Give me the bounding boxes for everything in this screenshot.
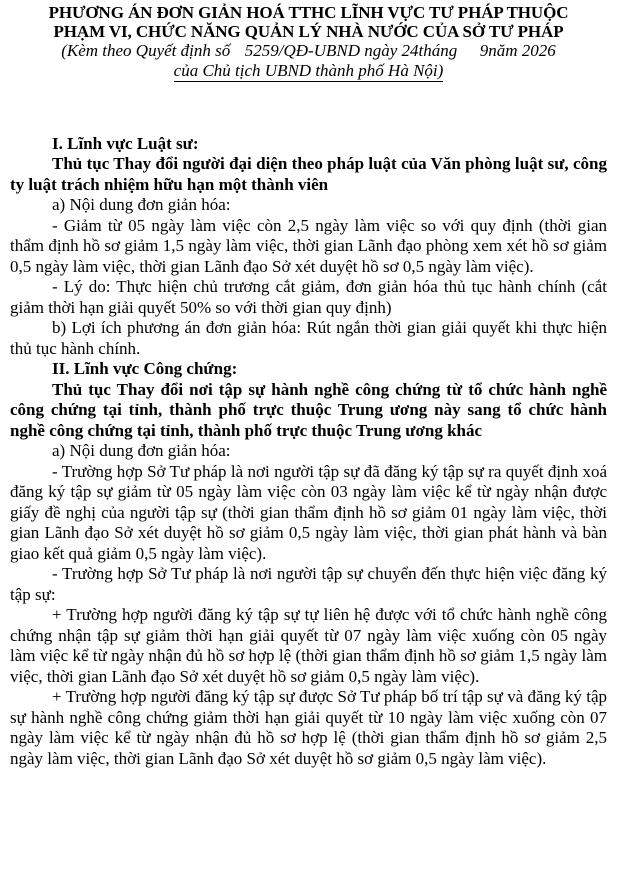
paragraph: a) Nội dung đơn giản hóa: <box>52 441 231 460</box>
paragraph: + Trường hợp người đăng ký tập sự được Sở Tư pháp bố trí tập sự và đăng ký tập sự hành nghề công chứng giảm thời hạn giải quyết từ 10 ngày làm việc xuống còn 07 ngày làm việc kể từ ngày nhận đủ hồ sơ hợp lệ (thời gian thẩm định hồ sơ giảm 2,5 ngày làm việc, thời gian Lãnh đạo Sở xét duyệt hồ sơ giảm 0,5 ngày làm việc). <box>10 687 607 768</box>
section-heading: I. Lĩnh vực Luật sư: <box>52 133 199 153</box>
document-title-line-2: PHẠM VI, CHỨC NĂNG QUẢN LÝ NHÀ NƯỚC CỦA SỞ TƯ PHÁP <box>53 22 564 41</box>
paragraph: a) Nội dung đơn giản hóa: <box>52 195 231 214</box>
document-title-line-1: PHƯƠNG ÁN ĐƠN GIẢN HOÁ TTHC LĨNH VỰC TƯ PHÁP THUỘC <box>48 3 569 22</box>
paragraph: - Trường hợp Sở Tư pháp là nơi người tập sự đã đăng ký tập sự ra quyết định xoá đăng ký tập sự giảm từ 05 ngày làm việc còn 03 ngày làm việc kể từ ngày nhận được giấy đề nghị của người tập sự (thời gian thẩm định hồ sơ giảm 01 ngày làm việc, thời gian Lãnh đạo Sở xét duyệt hồ sơ giảm 0,5 ngày làm việc, thời gian phát hành và bàn giao kết quả giảm 0,5 ngày làm việc). <box>10 461 607 563</box>
paragraph: - Lý do: Thực hiện chủ trương cắt giảm, đơn giản hóa thủ tục hành chính (cắt giảm thời hạn giải quyết 50% so với thời gian quy định) <box>10 277 607 317</box>
paragraph: + Trường hợp người đăng ký tập sự tự liên hệ được với tổ chức hành nghề công chứng nhận tập sự giảm thời hạn giải quyết từ 07 ngày làm việc xuống còn 05 ngày làm việc kể từ ngày nhận đủ hồ sơ hợp lệ (thời gian thẩm định hồ sơ giảm 1,5 ngày làm việc, thời gian Lãnh đạo Sở xét duyệt hồ sơ giảm 0,5 ngày làm việc). <box>10 605 607 686</box>
decision-month: 9 <box>479 41 489 60</box>
paragraph: b) Lợi ích phương án đơn giản hóa: Rút ngắn thời gian giải quyết khi thực hiện thủ tục hành chính. <box>10 318 607 358</box>
decision-day: 24 <box>401 41 419 60</box>
decision-month-label: tháng <box>418 41 458 60</box>
decision-middle: /QĐ-UBND ngày <box>278 41 398 60</box>
procedure-title: Thủ tục Thay đổi người đại diện theo pháp luật của Văn phòng luật sư, công ty luật trách nhiệm hữu hạn một thành viên <box>10 154 607 194</box>
decision-prefix: (Kèm theo Quyết định số <box>61 41 231 60</box>
issuer: của Chủ tịch UBND thành phố Hà Nội) <box>173 61 444 80</box>
decision-year-label: năm 2026 <box>488 41 556 60</box>
decision-reference <box>10 41 607 61</box>
procedure-title: Thủ tục Thay đổi nơi tập sự hành nghề công chứng từ tổ chức hành nghề công chứng tại tỉnh, thành phố trực thuộc Trung ương này sang tổ chức hành nghề công chứng tại tỉnh, thành phố trực thuộc Trung ương khác <box>10 379 607 440</box>
issuer-line <box>10 61 607 82</box>
paragraph: - Giảm từ 05 ngày làm việc còn 2,5 ngày làm việc so với quy định (thời gian thẩm định hồ sơ giảm 1,5 ngày làm việc, thời gian Lãnh đạo phòng xem xét hồ sơ giảm 0,5 ngày làm việc, thời gian Lãnh đạo Sở xét duyệt hồ sơ 0,5 ngày làm việc). <box>10 215 607 276</box>
section-heading: II. Lĩnh vực Công chứng: <box>52 359 238 378</box>
paragraph: - Trường hợp Sở Tư pháp là nơi người tập sự chuyển đến thực hiện việc đăng ký tập sự: <box>10 564 607 604</box>
decision-number: 5259 <box>244 41 279 60</box>
